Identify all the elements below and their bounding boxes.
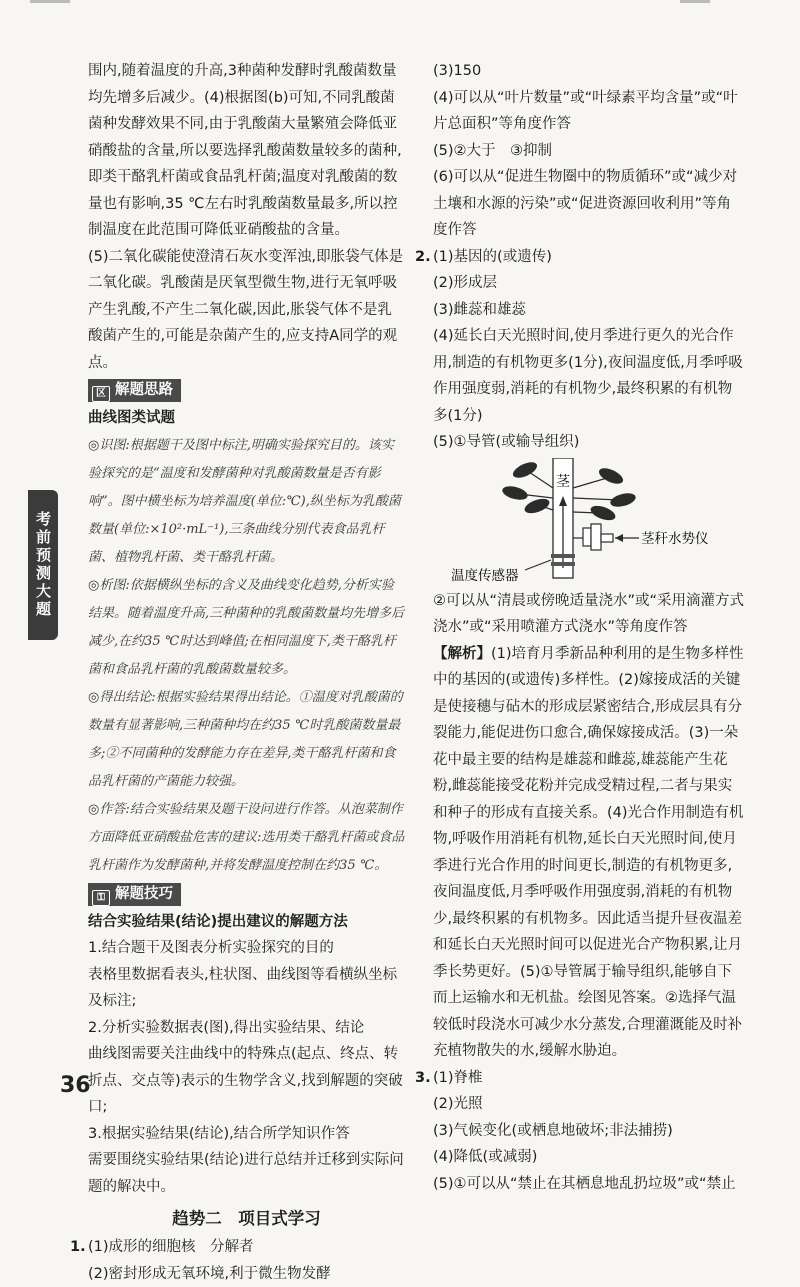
q2-line: (4)延长白天光照时间,使月季进行更久的光合作用,制造的有机物更多(1分),夜间温度低,月季呼吸作用强度弱,消耗的有机物少,最终积累的有机物多(1分) (433, 323, 745, 429)
stem-label: 茎 (556, 474, 571, 490)
plant-stem-diagram (433, 458, 733, 586)
section-header-approach (88, 379, 181, 402)
right-column (433, 58, 745, 1197)
tip-line: 3.根据实验结果(结论),结合所学知识作答 (88, 1121, 405, 1148)
section-title: 解题思路 (115, 382, 173, 398)
top-edge (0, 0, 800, 8)
q3-line: (4)降低(或减弱) (433, 1144, 745, 1171)
answer-line: (5)②大于 ③抑制 (433, 138, 745, 165)
tip-line: 曲线图需要关注曲线中的特殊点(起点、终点、转折点、交点等)表示的生物学含义,找到解题的突破口; (88, 1041, 405, 1121)
answer-line: (3)150 (433, 58, 745, 85)
q3-line: 3. (1)脊椎 (433, 1065, 745, 1092)
tip-line: 表格里数据看表头,柱状图、曲线图等看横纵坐标及标注; (88, 962, 405, 1015)
page-number: 36 (60, 1073, 91, 1098)
handwritten-note-2: ◎析图:依据横纵坐标的含义及曲线变化趋势,分析实验结果。随着温度升高,三种菌种的乳酸菌数量均先增多后减少,在约35 ℃时达到峰值;在相同温度下,类干酪乳杆菌和食品乳杆菌的乳酸菌数量较多。 (88, 572, 405, 684)
analysis-tag: 【解析】 (433, 646, 491, 662)
q3-line: (2)光照 (433, 1091, 745, 1118)
trend-heading: 趋势二 项目式学习 (88, 1204, 405, 1234)
q1-line: 1. (1)成形的细胞核 分解者 (88, 1234, 405, 1261)
question-number: 1. (70, 1234, 88, 1261)
q2-line: (3)雌蕊和雄蕊 (433, 297, 745, 324)
sensor-label: 温度传感器 (451, 567, 519, 584)
left-column (88, 58, 405, 1287)
q3-line: (5)①可以从“禁止在其栖息地乱扔垃圾”或“禁止 (433, 1171, 745, 1198)
handwritten-note-4: ◎作答:结合实验结果及题干设问进行作答。从泡菜制作方面降低亚硝酸盐危害的建议:选用类干酪乳杆菌或食品乳杆菌作为发酵菌种,并将发酵温度控制在约35 ℃。 (88, 796, 405, 880)
handwritten-note-1: ◎识图:根据题干及图中标注,明确实验探究目的。该实验探究的是“温度和发酵菌种对乳酸菌数量是否有影响”。图中横坐标为培养温度(单位:℃),纵坐标为乳酸菌数量(单位:×10²·mL⁻¹),三条曲线分别代表食品乳杆菌、植物乳杆菌、类干酪乳杆菌。 (88, 432, 405, 572)
q2-line: (2)形成层 (433, 270, 745, 297)
tip-line: 需要围绕实验结果(结论)进行总结并迁移到实际问题的解决中。 (88, 1147, 405, 1200)
handwritten-note-3: ◎得出结论:根据实验结果得出结论。①温度对乳酸菌的数量有显著影响,三种菌种均在约35 ℃时乳酸菌数量最多;②不同菌种的发酵能力存在差异,类干酪乳杆菌和食品乳杆菌的产菌能力较强。 (88, 684, 405, 796)
answer-line: (4)可以从“叶片数量”或“叶绿素平均含量”或“叶片总面积”等角度作答 (433, 85, 745, 138)
section-header-tips (88, 883, 181, 906)
q2-line: 2. (1)基因的(或遗传) (433, 244, 745, 271)
question-number: 2. (415, 244, 433, 271)
analysis-paragraph: 【解析】(1)培育月季新品种利用的是生物多样性中的基因的(或遗传)多样性。(2)嫁接成活的关键是使接穗与砧木的形成层紧密结合,形成层具有分裂能力,能促进伤口愈合,确保嫁接成活。(3)一朵花中最主要的结构是雄蕊和雌蕊,雄蕊能产生花粉,雌蕊能接受花粉并完成受精过程,二者与果实和种子的形成有直接关系。(4)光合作用制造有机物,呼吸作用消耗有机物,延长白天光照时间,使月季进行光合作用的时间更长,制造的有机物更多,夜间温度低,月季呼吸作用强度弱,消耗的有机物少,最终积累的有机物多。因此适当提升昼夜温差和延长白天光照时间可以促进光合产物积累,让月季长势更好。(5)①导管属于输导组织,能够自下而上运输水和无机盐。绘图见答案。②选择气温较低时段浇水可减少水分蒸发,合理灌溉能及时补充植物散失的水,缓解水胁迫。 (433, 641, 745, 1065)
intro-paragraph-1: 围内,随着温度的升高,3种菌种发酵时乳酸菌数量均先增多后减少。(4)根据图(b)可知,不同乳酸菌菌种发酵效果不同,由于乳酸菌大量繁殖会降低亚硝酸盐的含量,所以要选择乳酸菌数量较多的菌种,即类干酪乳杆菌或食品乳杆菌;温度对乳酸菌的数量也有影响,35 ℃左右时乳酸菌数量最多,所以控制温度在此范围可降低亚硝酸盐的含量。 (88, 58, 405, 244)
tips-subtitle: 结合实验结果(结论)提出建议的解题方法 (88, 909, 405, 936)
lightbulb-icon: 区 (92, 386, 110, 402)
meter-label: 茎秆水势仪 (641, 530, 709, 547)
tip-line: 2.分析实验数据表(图),得出实验结果、结论 (88, 1015, 405, 1042)
section-title: 解题技巧 (115, 886, 173, 902)
water-meter-icon (573, 524, 613, 550)
sidebar-tab: 考前预测大题 (28, 490, 58, 640)
q3-line: (3)气候变化(或栖息地破坏;非法捕捞) (433, 1118, 745, 1145)
q2-line: ②可以从“清晨或傍晚适量浇水”或“采用滴灌方式浇水”或“采用喷灌方式浇水”等角度作答 (433, 588, 745, 641)
section-subtitle: 曲线图类试题 (88, 405, 405, 432)
q1-line: (2)密封形成无氧环境,利于微生物发酵 (88, 1261, 405, 1287)
intro-paragraph-2: (5)二氧化碳能使澄清石灰水变浑浊,即胀袋气体是二氧化碳。乳酸菌是厌氧型微生物,进行无氧呼吸产生乳酸,不产生二氧化碳,因此,胀袋气体不是乳酸菌产生的,可能是杂菌产生的,应支持A同学的观点。 (88, 244, 405, 377)
key-icon: ⚿ (92, 890, 110, 906)
question-number: 3. (415, 1065, 433, 1092)
tip-line: 1.结合题干及图表分析实验探究的目的 (88, 935, 405, 962)
q2-line: (5)①导管(或输导组织) (433, 429, 745, 456)
answer-line: (6)可以从“促进生物圈中的物质循环”或“减少对土壤和水源的污染”或“促进资源回收利用”等角度作答 (433, 164, 745, 244)
